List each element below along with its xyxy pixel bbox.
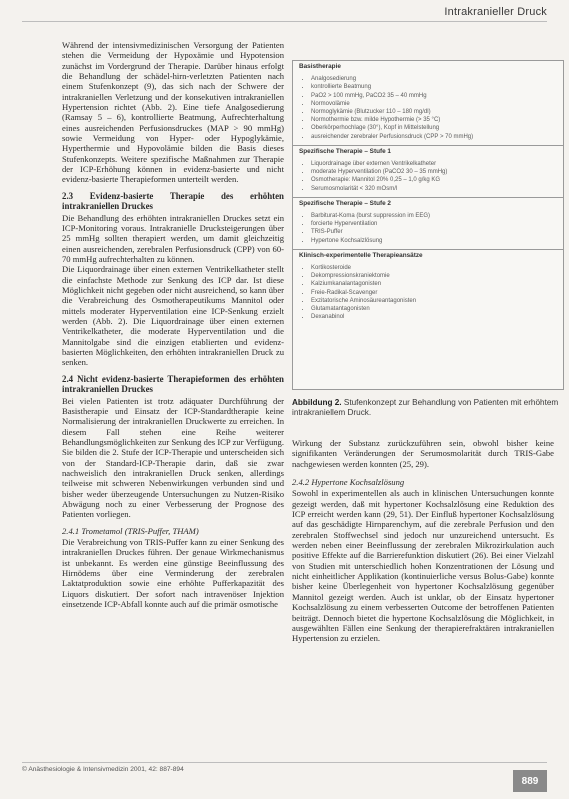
heading-2-4-2: 2.4.2 Hypertone Kochsalzlösung [292,477,405,488]
list-item: • Normoglykämie (Blutzucker 110 – 180 mg/dl) [311,108,557,116]
caption-text: Stufenkonzept zur Behandlung von Patienten mit erhöhtem intrakraniellem Druck. [292,398,559,417]
list-item: • TRIS-Puffer [311,228,557,236]
list-item: • PaO2 > 100 mmHg, PaCO2 35 – 40 mmHg [311,92,557,100]
box-section-stage-1 [293,145,563,193]
paragraph-2-4-2: Sowohl in experimentellen als auch in klinischen Untersuchungen konnte gezeigt werden, daß mit hypertoner Kochsalzlösung eine Reduktion des ICP erreicht werden kann (29, 51). Der Einfluß hypertoner Kochsalzlösung auf das geschädigte Hirnparenchym, auf die zerebrale Perfusion und den zerebralen Stoffwechsel sind jedoch nur unzureichend untersucht. Es werden neben einer Beeinflussung der zerebralen Mikrozirkulation auch positive Effekte auf die Barrierefunktion diskutiert (26). Bei einer Vielzahl von Studien mit unterschiedlich hohen Konzentrationen der Lösung und nicht einheitlicher Applikation (kontinuierliche versus Bolus-Gabe) konnte bisher keine Überlegenheit von hypertoner Kochsalzlösung gegenüber Mannitol gezeigt werden. Auch ist unklar, ob der Einsatz hypertoner Kochsalzlösung zu einem verbesserten Outcome der betroffenen Patienten beiträgt. Dennoch bietet die hypertone Kochsalzlösung die Möglichkeit, in ausgewählten Fällen eine Senkung der therapierefraktären intrakraniellen Hypertension zu erzielen. [292,488,554,644]
footer-rule [22,762,547,763]
heading-2-4-1: 2.4.1 Trometamol (TRIS-Puffer, THAM) [62,525,199,536]
list-item: • forcierte Hyperventilation [311,220,557,228]
right-column [292,438,554,644]
box-section-experimental [293,249,563,322]
paragraph-2-4-1: Die Verabreichung von TRIS-Puffer kann zu einer Senkung des intrakraniellen Druckes führen. Der genaue Wirkmechanismus ist unbekannt. Es werden eine günstige Beeinflussung des Hirnödems über eine Verminderung der zerebralen Laktatproduktion sowie eine erhöhte Pufferkapazität des Liquors diskutiert. Der sofort nach intravenöser Injektion einsetzende ICP-Abfall konnte auch auf die primär osmotische [62,537,284,610]
list-item: • moderate Hyperventilation (PaCO2 30 – 35 mmHg) [311,168,557,176]
paragraph-2-4: Bei vielen Patienten ist trotz adäquater Durchführung der Basistherapie und Einsatz der ICP-Standardtherapie keine Normalisierung der intrakraniellen Druckwerte zu erreichen. In diesem Fall stehen eine Reihe weiterer Behandlungsmöglichkeiten zur Senkung des ICP zur Verfügung. Sie bilden die 2. Stufe der ICP-Therapie und unterscheiden sich von der Standard-ICP-Therapie darin, daß sie zwar nachweislich den intrakraniellen Druck senken, allerdings teilweise mit schweren Nebenwirkungen verbunden sind und bisher weder überzeugende Untersuchungen zu Nutzen-Risiko Abwägung noch zu einer Verbesserung der Prognose des Patienten vorliegen. [62,395,284,520]
list-item: • Dexanabinol [311,313,557,321]
running-head: Intrakranieller Druck [444,6,547,18]
list-item: • Hypertone Kochsalzlösung [311,237,557,245]
list-item: • Serumosmolarität < 320 mOsm/l [311,185,557,193]
box-section-title: Spezifische Therapie – Stufe 1 [293,145,563,158]
box-section-stage-2 [293,197,563,245]
box-section-title: Basistherapie [299,63,341,70]
caption-label: Abbildung 2. [292,398,342,407]
page-number: 889 [513,770,547,792]
list-item: • Exzitatorische Aminosäureantagonisten [311,297,557,305]
paragraph-continuation: Wirkung der Substanz zurückzuführen sein, obwohl bisher keine signifikanten Veränderungen der Serumosmolarität durch TRIS-Gabe nachgewiesen werden konnten (25, 29). [292,438,554,469]
list-item: • kontrollierte Beatmung [311,83,557,91]
therapy-box [292,60,564,390]
figure-caption [292,398,560,417]
list-item: • Freie-Radikal-Scavenger [311,289,557,297]
heading-2-3: 2.3 Evidenz-basierte Therapie des erhöhten intrakraniellen Druckes [62,190,284,212]
list-item: • Liquordrainage über externen Ventrikelkatheter [311,160,557,168]
paragraph-2-3b: Die Liquordrainage über einen externen Ventrikelkatheter stellt die einfachste Methode zur Senkung des ICP dar. Ist diese Möglichkeit nicht gegeben oder nicht ausreichend, so kann über die Verabreichung des Osmotherapeutikums Mannitol oder mittels moderater Hyperventilation eine ICP-Senkung erzielt werden (Abb. 2). Die Liquordrainage über einen externen Ventrikelkatheter, die moderate Hyperventilation und die Mannitolgabe sind die einzigen etablierten und evidenz-basierten Möglichkeiten, den erhöhten intrakraniellen Druck zu senken. [62,264,284,368]
list-item: • Barbiturat-Koma (burst suppression im EEG) [311,212,557,220]
box-section-title: Spezifische Therapie – Stufe 2 [293,197,563,210]
list-item: • Analgosedierung [311,75,557,83]
intro-paragraph: Während der intensivmedizinischen Versorgung der Patienten stehen die Vermeidung der Hypoxämie und Hypotension zunächst im Vordergrund der Therapie. Darüber hinaus erfolgt die Behandlung der schädel-hirn-verletzten Patienten nach einem Stufenkonzept (9), das sich nach der Schwere der intrakraniellen Verletzung und der konsekutiven intrakraniellen Hypertension richtet (Abb. 2). Eine tiefe Analgosedierung (Ramsay 5 – 6), kontrollierte Beatmung, Aufrechterhaltung eines ausreichenden Perfusionsdruckes (MAP > 90 mmHg) sowie Vermeidung von Hyper- oder Hypoglykämie, Hyperthermie und Hypovolämie bilden die Basis dieses Stufenkonzepts. Weitere spezifische Maßnahmen zur Therapie der ICP-Erhöhung können in evidenz-basierte und nicht evidenz-basierte Therapieformen unterteilt werden. [62,40,284,185]
list-item: • ausreichender zerebraler Perfusionsdruck (CPP > 70 mmHg) [311,133,557,141]
list-item: • Kalziumkanalantagonisten [311,280,557,288]
list-item: • Normovolämie [311,100,557,108]
paragraph-2-3a: Die Behandlung des erhöhten intrakraniellen Druckes setzt ein ICP-Monitoring voraus. Intrakranielle Drucksteigerungen über 25 mmHg sollten therapiert werden, um damit gleichzeitig einen ausreichenden, zerebralen Perfusionsdruck (CPP) von 60-70 mmHg aufrechterhalten zu können. [62,212,284,264]
list-item: • Oberkörperhochlage (30°), Kopf in Mittelstellung [311,124,557,132]
list-item: • Glutamatantagonisten [311,305,557,313]
box-section-basis [293,61,563,141]
footer-citation: © Anästhesiologie & Intensivmedizin 2001, 42: 887-894 [22,766,184,773]
list-item: • Dekompressionskraniektomie [311,272,557,280]
left-column [62,40,284,609]
list-item: • Normothermie bzw. milde Hypothermie (> 35 °C) [311,116,557,124]
list-item: • Osmotherapie: Mannitol 20% 0,25 – 1,0 g/kg KG [311,176,557,184]
heading-2-4: 2.4 Nicht evidenz-basierte Therapieformen des erhöhten intrakraniellen Druckes [62,373,284,395]
header-rule [22,21,547,22]
box-section-title: Klinisch-experimentelle Therapieansätze [293,249,563,262]
list-item: • Kortikosteroide [311,264,557,272]
